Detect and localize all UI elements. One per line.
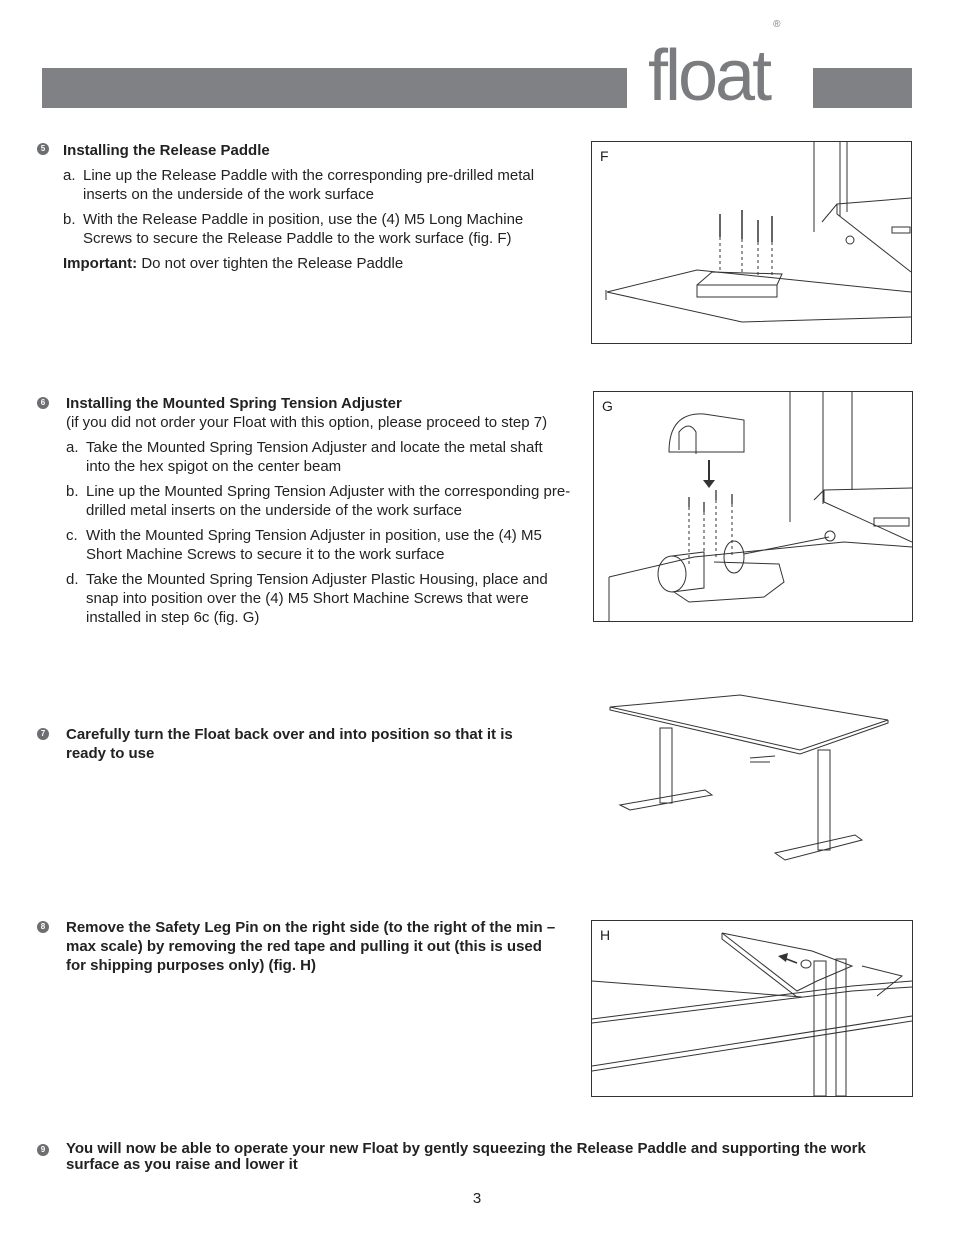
- brand-logo: float®: [648, 19, 781, 116]
- step-item: c. With the Mounted Spring Tension Adjuster in position, use the (4) M5 Short Machine Screws to secure it to the work surface: [66, 527, 542, 563]
- step-item: b. Line up the Mounted Spring Tension Adjuster with the corresponding pre-drilled metal inserts on the underside of the work surface: [66, 483, 571, 519]
- header-bar-left: [42, 68, 627, 108]
- step-number-badge: 7: [37, 728, 49, 740]
- step-item: d. Take the Mounted Spring Tension Adjuster Plastic Housing, place and snap into position over the (4) M5 Short Machine Screws that were installed in step 6c (fig. G): [66, 571, 548, 626]
- step-item: a. Line up the Release Paddle with the corresponding pre-drilled metal inserts on the underside of the work surface: [63, 167, 535, 203]
- figure-label: F: [600, 148, 609, 164]
- desk-illustration: [600, 690, 900, 870]
- header-bar-right: [813, 68, 912, 108]
- step-6: [66, 394, 571, 627]
- step-number-badge: 6: [37, 397, 49, 409]
- figure-label: G: [602, 398, 613, 414]
- figure-label: H: [600, 927, 611, 943]
- step-title: Installing the Mounted Spring Tension Adjuster: [66, 395, 402, 412]
- figure-f: [591, 141, 912, 344]
- figure-g: [593, 391, 913, 622]
- step-number-badge: 9: [37, 1144, 49, 1156]
- release-paddle-illustration: [592, 142, 911, 343]
- figure-h: [591, 920, 913, 1097]
- important-note: Important: Do not over tighten the Release Paddle: [63, 255, 404, 272]
- step-number-badge: 5: [37, 143, 49, 155]
- step-subtitle: (if you did not order your Float with this option, please proceed to step 7): [66, 414, 548, 431]
- step-item: b. With the Release Paddle in position, use the (4) M5 Long Machine Screws to secure the Release Paddle to the work surface (fig. F): [63, 211, 524, 247]
- step-item: a. Take the Mounted Spring Tension Adjuster and locate the metal shaft into the hex spigot on the center beam: [66, 439, 543, 475]
- step-9: You will now be able to operate your new Float by gently squeezing the Release Paddle and supporting the work surface as you raise and lower it: [66, 1140, 866, 1173]
- safety-pin-illustration: [592, 921, 912, 1096]
- step-5: [63, 141, 563, 273]
- step-number-badge: 8: [37, 921, 49, 933]
- step-8: Remove the Safety Leg Pin on the right side (to the right of the min – max scale) by removing the red tape and pulling it out (this is used for shipping purposes only) (fig. H): [66, 919, 556, 974]
- page-number: 3: [472, 1190, 482, 1207]
- tension-adjuster-illustration: [594, 392, 912, 621]
- step-title: Installing the Release Paddle: [63, 142, 270, 159]
- step-7: Carefully turn the Float back over and into position so that it is ready to use: [66, 726, 513, 762]
